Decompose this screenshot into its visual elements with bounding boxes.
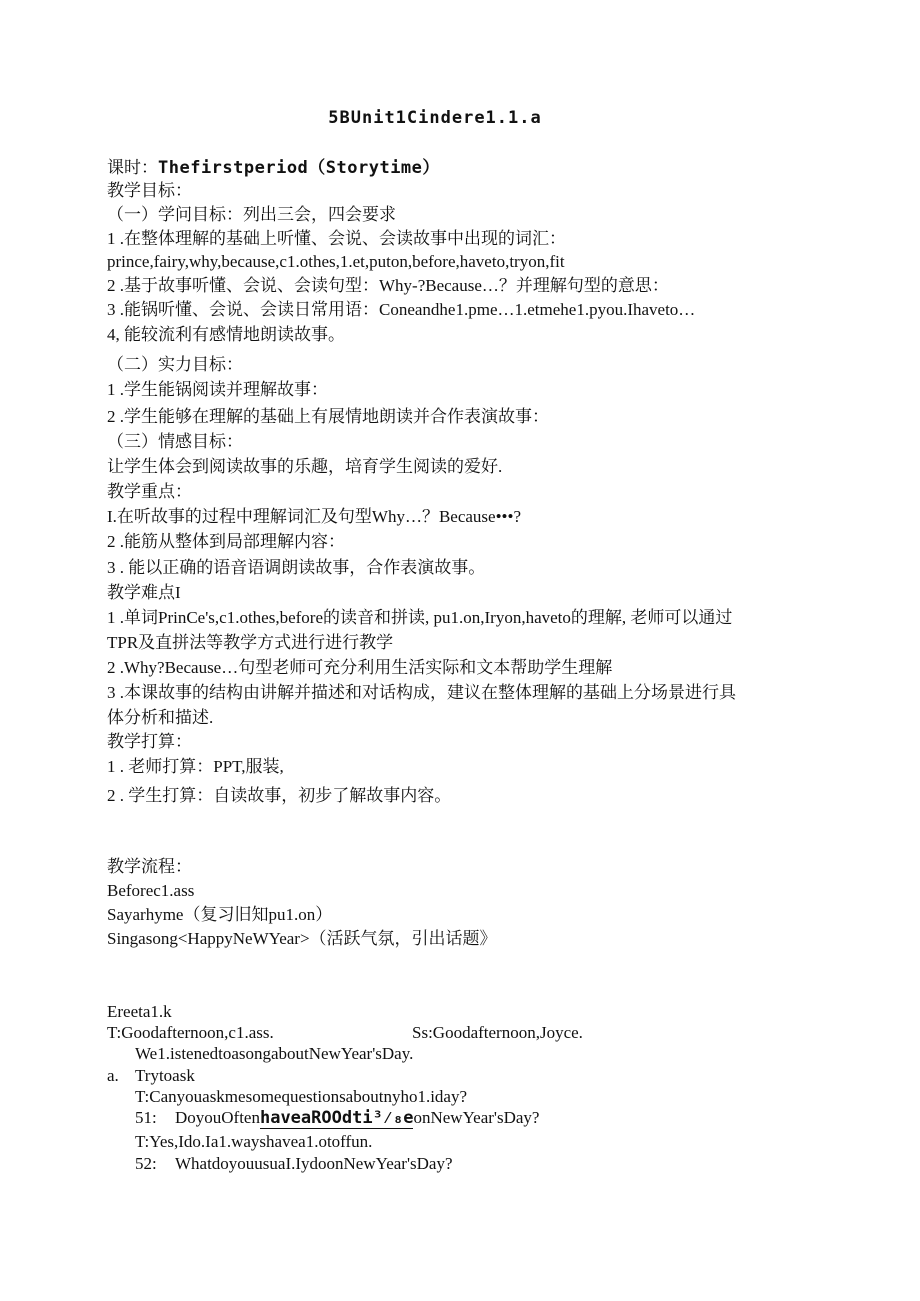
difficulty-3: 3 .本课故事的结构由讲解并描述和对话构成，建议在整体理解的基础上分场景进行具	[107, 683, 736, 702]
question-1: T:Canyouaskmesomequestionsaboutnyho1.iday?	[135, 1087, 468, 1106]
emotion-heading: （三）情感目标：	[107, 432, 243, 451]
key-points-heading: 教学重点：	[107, 482, 192, 501]
student-2-text: WhatdoyouusuaI.IydoonNewYear'sDay?	[174, 1154, 453, 1173]
teacher-answer: T:Yes,Ido.Ia1.wayshavea1.otoffun.	[135, 1132, 373, 1151]
preparation-teacher: 1 . 老师打算：PPT,服装,	[107, 757, 284, 776]
student-1-label: 51:	[135, 1108, 157, 1127]
knowledge-item-4: 4, 能较流利有感情地朗读故事。	[107, 325, 345, 344]
ability-item-2: 2 .学生能够在理解的基础上有展情地朗读并合作表演故事：	[107, 407, 549, 426]
listened-line: We1.istenedtoasongaboutNewYear'sDay.	[135, 1044, 414, 1063]
objectives-heading: 教学目标：	[107, 181, 192, 200]
step-a-text: Trytoask	[135, 1066, 195, 1085]
key-point-2: 2 .能筋从整体到局部理解内容：	[107, 532, 345, 551]
emotion-text: 让学生体会到阅读故事的乐趣，培育学生阅读的爱好.	[107, 457, 503, 476]
knowledge-item-1: 1 .在整体理解的基础上听懂、会说、会读故事中出现的词汇：	[107, 229, 566, 248]
teacher-greeting: T:Goodafternoon,c1.ass.	[107, 1023, 274, 1042]
student-1-pre: DoyouOften	[174, 1108, 260, 1127]
student-1-post: onNewYear'sDay?	[413, 1108, 540, 1127]
difficulties-heading-text: 教学难点I	[107, 583, 181, 602]
process-heading: 教学流程：	[107, 857, 192, 876]
knowledge-item-2: 2 .基于故事听懂、会说、会读句型：Why-?Because…？并理解句型的意思：	[107, 276, 669, 295]
knowledge-vocab: prince,fairy,why,because,c1.othes,1.et,puton,before,haveto,tryon,fit	[107, 252, 565, 271]
preparation-student: 2 . 学生打算：自读故事，初步了解故事内容。	[107, 786, 452, 805]
student-2-label: 52:	[135, 1154, 157, 1173]
student-1-line	[135, 1106, 539, 1130]
difficulty-1: 1 .单词PrinCe's,c1.othes,before的读音和拼读, pu1.on,Iryon,haveto的理解, 老师可以通过	[107, 608, 733, 627]
students-greeting: Ss:Goodafternoon,Joyce.	[412, 1023, 583, 1042]
before-class: Beforec1.ass	[107, 881, 195, 900]
difficulty-2: 2 .Why?Because…句型老师可充分利用生活实际和文本帮助学生理解	[107, 658, 613, 677]
period-line	[107, 156, 440, 180]
ability-heading: （二）实力目标：	[107, 355, 243, 374]
difficulty-3-cont: 体分析和描述.	[107, 708, 214, 727]
difficulties-heading	[107, 581, 181, 605]
song-step: Singasong<HappyNeWYear>（活跃气氛，引出话题》	[107, 929, 497, 948]
period-value: Thefirstperiod（Storytime）	[158, 158, 440, 178]
preparation-heading: 教学打算：	[107, 732, 192, 751]
rhyme-step: Sayarhyme（复习旧知pu1.on）	[107, 905, 333, 924]
student-2-line	[135, 1152, 453, 1176]
document-title: 5BUnit1Cindere1.1.a	[328, 108, 542, 128]
knowledge-heading: （一）学问目标：列出三会，四会要求	[107, 205, 396, 224]
difficulty-1-cont: TPR及直拼法等教学方式进行进行教学	[107, 633, 394, 652]
key-point-1: I.在听故事的过程中理解词汇及句型Why…？Because•••?	[107, 507, 521, 526]
knowledge-item-3: 3 .能锅听懂、会说、会读日常用语：Coneandhe1.pme…1.etmehe1.pyou.Ihaveto…	[107, 300, 696, 319]
ability-item-1: 1 .学生能锅阅读并理解故事：	[107, 380, 328, 399]
step-a-label: a.	[107, 1066, 119, 1085]
period-label: 课时：	[107, 158, 158, 177]
free-talk-heading: Ereeta1.k	[107, 1002, 172, 1021]
key-point-3: 3 . 能以正确的语音语调朗读故事，合作表演故事。	[107, 558, 486, 577]
student-1-bold: haveaROOdti³⁄₈e	[259, 1108, 414, 1128]
